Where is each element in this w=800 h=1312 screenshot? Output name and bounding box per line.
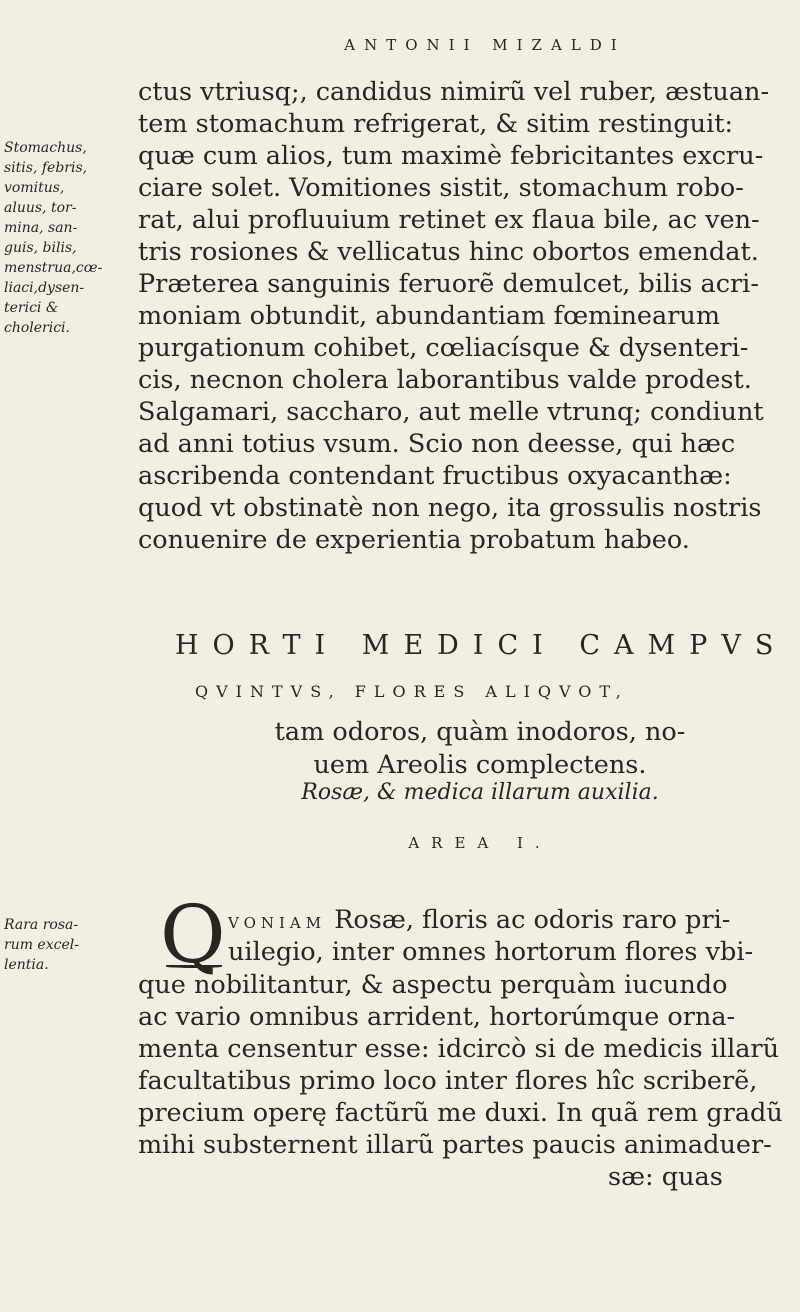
text-line: quod vt obstinatè non nego, ita grossulis nostris <box>138 493 762 523</box>
margin-line: liaci,dysen- <box>4 280 85 296</box>
text-line: quæ cum alios, tum maximè febricitantes excru- <box>138 141 764 171</box>
margin-line: Stomachus, <box>4 140 87 156</box>
text-line: Salgamari, saccharo, aut melle vtrunq; condiunt <box>138 397 764 427</box>
margin-line: vomitus, <box>4 180 65 196</box>
text-line: conuenire de experientia probatum habeo. <box>138 525 690 555</box>
text-line: rat, alui profluuium retinet ex flaua bile, ac ven- <box>138 205 760 235</box>
section-description <box>170 716 790 782</box>
text-line: purgationum cohibet, cœliacísque & dysenteri- <box>138 333 749 363</box>
paragraph-second-line: uilegio, inter omnes hortorum flores vbi- <box>228 937 754 967</box>
area-label: AREA I. <box>408 834 552 852</box>
running-head: ANTONII MIZALDI <box>344 36 626 54</box>
margin-line: mina, san- <box>4 220 78 236</box>
margin-line: guis, bilis, <box>4 240 77 256</box>
margin-note-ailments <box>4 138 134 338</box>
margin-line: rum excel- <box>4 937 79 953</box>
catchword-line: sæ: quas <box>608 1162 723 1192</box>
margin-line: aluus, tor- <box>4 200 77 216</box>
margin-line: sitis, febris, <box>4 160 88 176</box>
text-line: tem stomachum refrigerat, & sitim restinguit: <box>138 109 734 139</box>
chapter-subheading: Rosæ, & medica illarum auxilia. <box>301 780 659 805</box>
section-title: HORTI MEDICI CAMPVS <box>175 630 788 661</box>
text-line: Præterea sanguinis feruorẽ demulcet, bilis acri- <box>138 269 759 299</box>
second-paragraph <box>138 969 794 1193</box>
paragraph-first-line <box>228 905 730 935</box>
margin-line: Rara rosa- <box>4 917 79 933</box>
description-line: uem Areolis complectens. <box>313 750 647 780</box>
margin-line: lentia. <box>4 957 49 973</box>
top-paragraph <box>138 76 794 556</box>
text-line: cis, necnon cholera laborantibus valde prodest. <box>138 365 752 395</box>
drop-cap-initial: Q <box>160 888 226 981</box>
text-line: moniam obtundit, abundantiam fœminearum <box>138 301 721 331</box>
text-line: facultatibus primo loco inter flores hîc scriberẽ, <box>138 1066 758 1096</box>
text-line: ad anni totius vsum. Scio non deesse, qui hæc <box>138 429 736 459</box>
text-line: tris rosiones & vellicatus hinc obortos emendat. <box>138 237 759 267</box>
text-line: ascribenda contendant fructibus oxyacanthæ: <box>138 461 732 491</box>
text-line: menta censentur esse: idcircò si de medicis illarũ <box>138 1034 780 1064</box>
margin-line: menstrua,cœ- <box>4 260 103 276</box>
text-line: que nobilitantur, & aspectu perquàm iucundo <box>138 970 728 1000</box>
text-line: ctus vtriusq;, candidus nimirũ vel ruber, æstuan- <box>138 77 770 107</box>
small-caps-word: VONIAM <box>228 914 327 932</box>
margin-line: terici & <box>4 300 59 316</box>
margin-line: cholerici. <box>4 320 70 336</box>
section-subtitle: QVINTVS, FLORES ALIQVOT, <box>195 682 629 701</box>
description-line: tam odoros, quàm inodoros, no- <box>274 717 686 747</box>
text-line: mihi substernent illarũ partes paucis animaduer- <box>138 1130 772 1160</box>
text-line: ac vario omnibus arrident, hortorúmque orna- <box>138 1002 736 1032</box>
first-line-rest: Rosæ, floris ac odoris raro pri- <box>326 905 731 935</box>
text-line: ciare solet. Vomitiones sistit, stomachum robo- <box>138 173 744 203</box>
text-line: precium operę factũrũ me duxi. In quã rem gradũ <box>138 1098 783 1128</box>
margin-note-roses <box>4 915 134 975</box>
